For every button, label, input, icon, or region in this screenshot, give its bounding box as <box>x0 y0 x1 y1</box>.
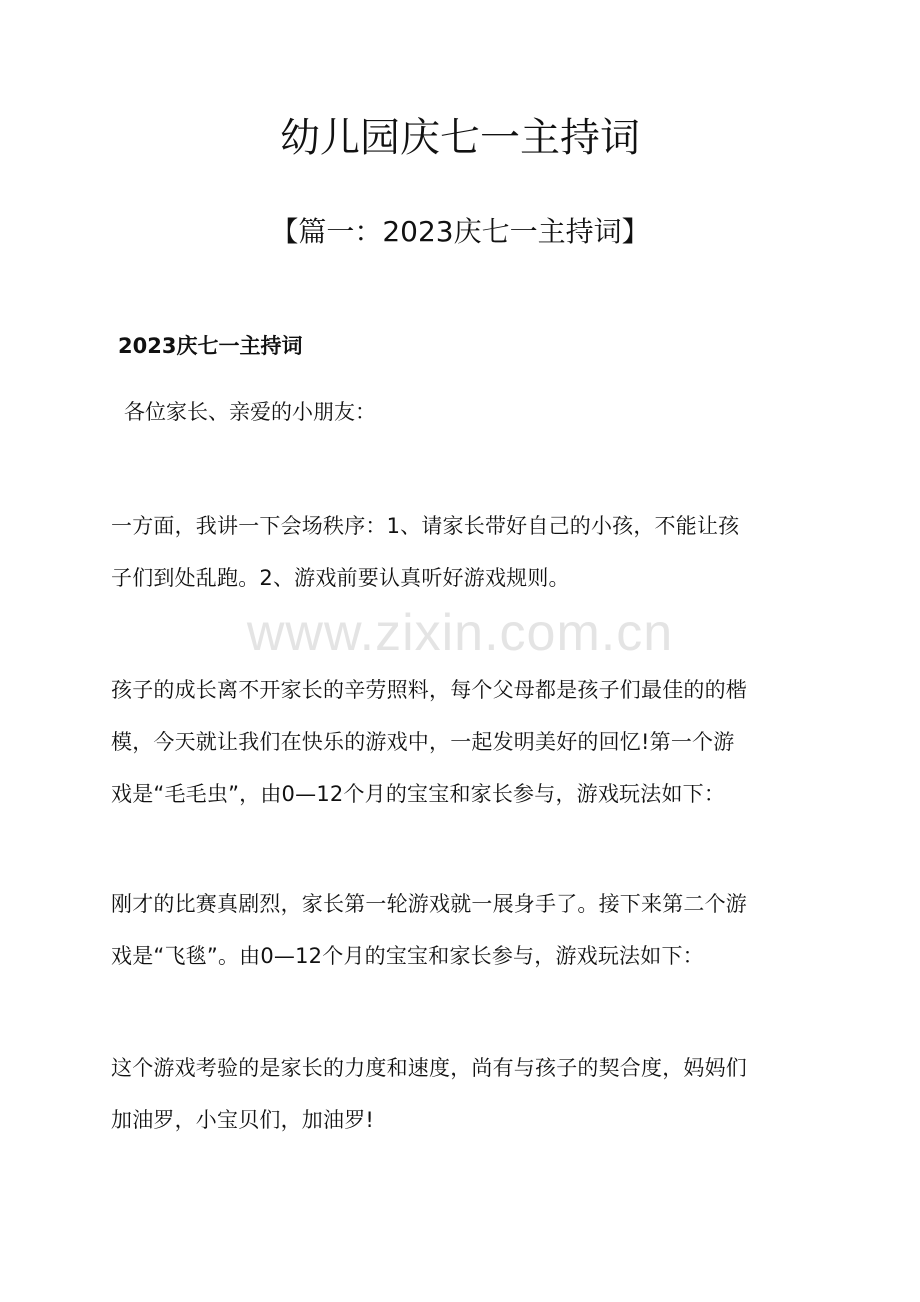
paragraph-line: 模，今天就让我们在快乐的游戏中，一起发明美好的回忆!第一个游 <box>111 730 735 754</box>
document-subtitle: 【篇一：2023庆七一主持词】 <box>270 215 650 248</box>
paragraph-1 <box>111 500 811 604</box>
watermark: www.zixin.com.cn <box>246 604 674 662</box>
section-heading: 2023庆七一主持词 <box>118 334 303 358</box>
paragraph-2 <box>111 664 811 820</box>
paragraph-line: 刚才的比赛真剧烈，家长第一轮游戏就一展身手了。接下来第二个游 <box>111 892 747 916</box>
paragraph-line: 戏是“毛毛虫”，由0—12个月的宝宝和家长参与，游戏玩法如下： <box>111 782 726 806</box>
paragraph-line: 一方面，我讲一下会场秩序：1、请家长带好自己的小孩，不能让孩 <box>111 514 740 538</box>
paragraph-line: 这个游戏考验的是家长的力度和速度，尚有与孩子的契合度，妈妈们 <box>111 1056 747 1080</box>
paragraph-4 <box>111 1042 811 1146</box>
paragraph-line: 加油罗，小宝贝们，加油罗! <box>111 1108 375 1132</box>
paragraph-3 <box>111 878 811 982</box>
document-title: 幼儿园庆七一主持词 <box>280 115 640 161</box>
paragraph-line: 子们到处乱跑。2、游戏前要认真听好游戏规则。 <box>111 566 570 590</box>
greeting-line: 各位家长、亲爱的小朋友： <box>124 400 376 424</box>
paragraph-line: 戏是“飞毯”。由0—12个月的宝宝和家长参与，游戏玩法如下： <box>111 944 704 968</box>
paragraph-line: 孩子的成长离不开家长的辛劳照料，每个父母都是孩子们最佳的的楷 <box>111 678 747 702</box>
